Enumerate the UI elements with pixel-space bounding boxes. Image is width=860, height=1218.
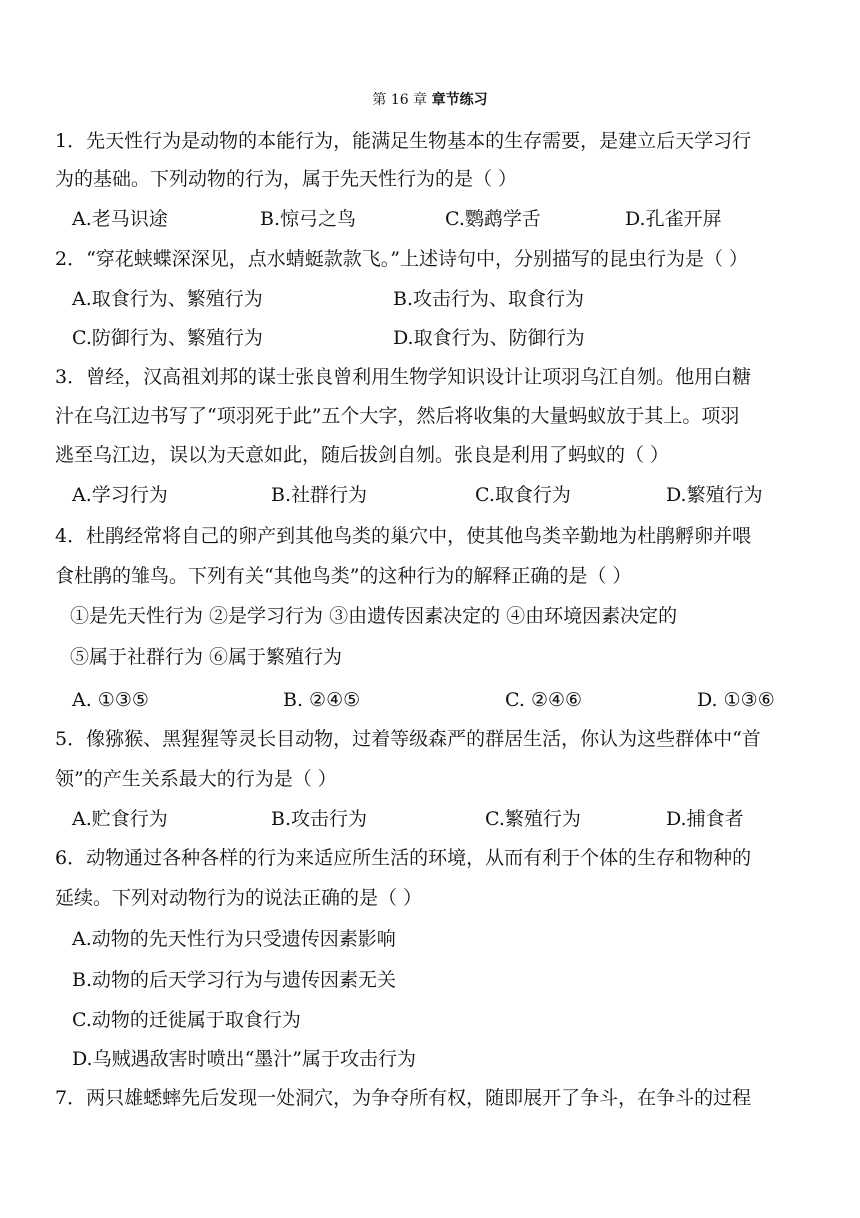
question-1-option-c: C.鹦鹉学舌 [445, 208, 541, 230]
question-6-option-b: B.动物的后天学习行为与遗传因素无关 [72, 969, 397, 991]
question-5-line-1: 5．像猕猴、黑猩猩等灵长目动物，过着等级森严的群居生活，你认为这些群体中“首 [55, 728, 761, 750]
question-6-option-c: C.动物的迁徙属于取食行为 [72, 1009, 301, 1031]
question-3-option-c: C.取食行为 [475, 484, 571, 506]
question-2-option-b: B.攻击行为、取食行为 [393, 288, 585, 310]
chapter-number: 第 16 章 [372, 92, 428, 108]
question-6-option-a: A.动物的先天性行为只受遗传因素影响 [72, 928, 396, 950]
question-5-option-d: D.捕食者 [666, 808, 744, 830]
question-7-line-1: 7．两只雄蟋蟀先后发现一处洞穴，为争夺所有权，随即展开了争斗，在争斗的过程 [55, 1087, 752, 1109]
question-3-line-2: 汁在乌江边书写了“项羽死于此”五个大字，然后将收集的大量蚂蚁放于其上。项羽 [55, 405, 740, 427]
question-3-line-3: 逃至乌江边，误以为天意如此，随后拔剑自刎。张良是利用了蚂蚁的（ ） [55, 444, 670, 466]
question-2-option-a: A.取食行为、繁殖行为 [72, 288, 263, 310]
question-3-option-d: D.繁殖行为 [666, 484, 763, 506]
question-4-option-a: A. ①③⑤ [72, 689, 149, 711]
question-4-statements-1: ①是先天性行为 ②是学习行为 ③由遗传因素决定的 ④由环境因素决定的 [70, 605, 678, 627]
question-1-line-2: 为的基础。下列动物的行为，属于先天性行为的是（ ） [55, 168, 518, 190]
question-2-line-1: 2．“穿花蛱蝶深深见，点水蜻蜓款款飞。”上述诗句中，分别描写的昆虫行为是（ ） [55, 248, 749, 270]
question-1-option-d: D.孔雀开屏 [625, 208, 722, 230]
question-1-option-a: A.老马识途 [72, 208, 168, 230]
question-6-line-1: 6．动物通过各种各样的行为来适应所生活的环境，从而有利于个体的生存和物种的 [55, 847, 752, 869]
question-4-line-1: 4．杜鹃经常将自己的卵产到其他鸟类的巢穴中，使其他鸟类辛勤地为杜鹃孵卵并喂 [55, 525, 752, 547]
question-3-option-b: B.社群行为 [271, 484, 368, 506]
question-3-option-a: A.学习行为 [72, 484, 168, 506]
question-4-statements-2: ⑤属于社群行为 ⑥属于繁殖行为 [70, 646, 343, 668]
question-1-line-1: 1．先天性行为是动物的本能行为，能满足生物基本的生存需要，是建立后天学习行 [55, 130, 752, 152]
question-4-option-b: B. ②④⑤ [283, 689, 361, 711]
question-5-option-b: B.攻击行为 [271, 808, 368, 830]
question-6-line-2: 延续。下列对动物行为的说法正确的是（ ） [55, 887, 423, 909]
question-5-line-2: 领”的产生关系最大的行为是（ ） [55, 768, 337, 790]
question-4-line-2: 食杜鹃的雏鸟。下列有关“其他鸟类”的这种行为的解释正确的是（ ） [55, 565, 632, 587]
page-title [0, 87, 860, 113]
question-4-option-c: C. ②④⑥ [505, 689, 583, 711]
question-5-option-c: C.繁殖行为 [485, 808, 581, 830]
question-5-option-a: A.贮食行为 [72, 808, 168, 830]
question-4-option-d: D. ①③⑥ [697, 689, 775, 711]
question-2-option-d: D.取食行为、防御行为 [393, 327, 585, 349]
question-2-option-c: C.防御行为、繁殖行为 [72, 327, 263, 349]
question-1-option-b: B.惊弓之鸟 [260, 208, 357, 230]
question-6-option-d: D.乌贼遇敌害时喷出“墨汁”属于攻击行为 [72, 1048, 417, 1070]
question-3-line-1: 3．曾经，汉高祖刘邦的谋士张良曾利用生物学知识设计让项羽乌江自刎。他用白糖 [55, 366, 752, 388]
chapter-name: 章节练习 [431, 92, 488, 108]
